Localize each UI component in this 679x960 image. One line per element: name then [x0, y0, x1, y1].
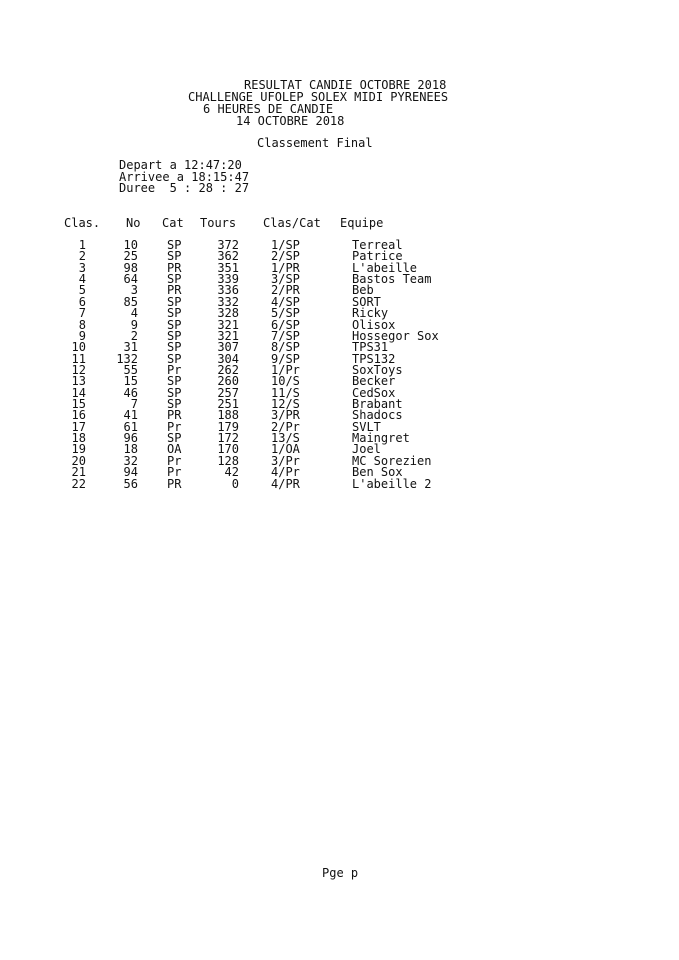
cell-clascat: 1/PR [271, 260, 300, 275]
cell-tours: 262 [217, 362, 239, 377]
cell-tours: 42 [224, 465, 239, 480]
cell-clas: 12 [71, 362, 86, 377]
table-row [0, 260, 679, 275]
cell-no: 3 [130, 283, 138, 298]
cell-equipe: Ben Sox [352, 465, 403, 480]
cell-no: 32 [123, 453, 138, 468]
cell-clascat: 11/S [271, 385, 300, 400]
cell-tours: 0 [231, 476, 239, 491]
cell-tours: 188 [217, 408, 239, 423]
cell-tours: 257 [217, 385, 239, 400]
cell-equipe: Bastos Team [352, 272, 432, 287]
cell-clas: 16 [71, 408, 86, 423]
table-row [0, 399, 679, 410]
cell-cat: Pr [167, 362, 182, 377]
cell-cat: SP [167, 431, 182, 446]
table-row [0, 328, 679, 343]
cell-no: 98 [123, 260, 138, 275]
cell-equipe: Hossegor Sox [352, 328, 439, 343]
cell-equipe: SORT [352, 294, 381, 309]
table-row [0, 251, 679, 262]
cell-clascat: 4/SP [271, 294, 300, 309]
cell-equipe: CedSox [352, 385, 396, 400]
cell-tours: 172 [217, 431, 239, 446]
cell-cat: SP [167, 306, 182, 321]
cell-clas: 21 [71, 465, 86, 480]
cell-cat: OA [167, 442, 182, 457]
cell-equipe: Terreal [352, 238, 403, 252]
table-row [0, 467, 679, 478]
cell-no: 55 [123, 362, 138, 377]
cell-tours: 304 [217, 351, 239, 366]
cell-no: 7 [130, 397, 138, 412]
cell-clascat: 1/SP [271, 238, 300, 252]
cell-equipe: Shadocs [352, 408, 403, 423]
cell-clas: 17 [71, 419, 86, 434]
cell-clas: 10 [71, 340, 86, 355]
table-row [0, 433, 679, 444]
cell-cat: SP [167, 272, 182, 287]
cell-clascat: 12/S [271, 397, 300, 412]
cell-equipe: L'abeille 2 [352, 476, 432, 491]
column-header-equipe: Equipe [340, 216, 384, 230]
cell-clascat: 3/PR [271, 408, 300, 423]
cell-clas: 3 [78, 260, 86, 275]
cell-equipe: Brabant [352, 397, 403, 412]
cell-clas: 8 [78, 317, 86, 332]
cell-clascat: 1/OA [271, 442, 300, 457]
cell-cat: SP [167, 328, 182, 343]
column-header-clascat: Clas/Cat [263, 216, 321, 230]
cell-no: 64 [123, 272, 138, 287]
cell-clas: 1 [78, 238, 86, 252]
cell-equipe: SVLT [352, 419, 381, 434]
cell-clascat: 3/SP [271, 272, 300, 287]
table-row [0, 376, 679, 387]
table-row [0, 240, 679, 251]
arrivee-time: Arrivee a 18:15:47 [119, 170, 250, 184]
cell-equipe: Joel [352, 442, 381, 457]
cell-equipe: Beb [352, 283, 374, 298]
cell-clascat: 3/Pr [271, 453, 300, 468]
cell-cat: SP [167, 385, 182, 400]
cell-clas: 15 [71, 397, 86, 412]
cell-clas: 19 [71, 442, 86, 457]
cell-tours: 251 [217, 397, 239, 412]
cell-no: 85 [123, 294, 138, 309]
cell-no: 15 [123, 374, 138, 389]
depart-time: Depart a 12:47:20 [119, 158, 242, 172]
table-row [0, 476, 679, 491]
cell-cat: Pr [167, 453, 182, 468]
cell-cat: SP [167, 351, 182, 366]
cell-no: 31 [123, 340, 138, 355]
cell-no: 2 [130, 328, 138, 343]
cell-cat: PR [167, 408, 182, 423]
cell-tours: 321 [217, 317, 239, 332]
column-header-clas: Clas. [64, 216, 101, 230]
classement-subtitle: Classement Final [257, 136, 373, 150]
cell-equipe: Maingret [352, 431, 410, 446]
cell-equipe: Becker [352, 374, 396, 389]
cell-no: 61 [123, 419, 138, 434]
cell-no: 10 [123, 238, 138, 252]
cell-tours: 336 [217, 283, 239, 298]
cell-clascat: 13/S [271, 431, 300, 446]
table-row [0, 342, 679, 353]
cell-cat: SP [167, 397, 182, 412]
cell-clas: 4 [78, 272, 86, 287]
cell-clas: 22 [71, 476, 86, 491]
cell-tours: 170 [217, 442, 239, 457]
cell-no: 18 [123, 442, 138, 457]
cell-no: 96 [123, 431, 138, 446]
cell-no: 25 [123, 249, 138, 264]
column-header-cat: Cat [162, 216, 184, 230]
cell-cat: Pr [167, 465, 182, 480]
cell-clascat: 2/SP [271, 249, 300, 264]
table-row [0, 453, 679, 468]
cell-cat: SP [167, 294, 182, 309]
cell-no: 94 [123, 465, 138, 480]
cell-cat: Pr [167, 419, 182, 434]
cell-equipe: Patrice [352, 249, 403, 264]
table-row [0, 444, 679, 455]
cell-clas: 13 [71, 374, 86, 389]
cell-no: 132 [116, 351, 138, 366]
column-header-tours: Tours [200, 216, 237, 230]
table-row [0, 274, 679, 285]
cell-equipe: TPS132 [352, 351, 396, 366]
cell-clas: 9 [78, 328, 86, 343]
cell-cat: SP [167, 238, 182, 252]
cell-clascat: 2/Pr [271, 419, 300, 434]
cell-clas: 18 [71, 431, 86, 446]
table-row [0, 308, 679, 319]
cell-clas: 20 [71, 453, 86, 468]
cell-clascat: 7/SP [271, 328, 300, 343]
cell-no: 9 [130, 317, 138, 332]
duree-time: Duree 5 : 28 : 27 [119, 181, 250, 195]
cell-clascat: 6/SP [271, 317, 300, 332]
cell-clas: 11 [71, 351, 86, 366]
table-row [0, 317, 679, 332]
cell-clascat: 2/PR [271, 283, 300, 298]
cell-clascat: 8/SP [271, 340, 300, 355]
cell-clas: 14 [71, 385, 86, 400]
cell-tours: 362 [217, 249, 239, 264]
table-row [0, 294, 679, 309]
cell-tours: 372 [217, 238, 239, 252]
cell-equipe: Olisox [352, 317, 396, 332]
page-footer: Pge p [322, 866, 359, 880]
cell-clascat: 1/Pr [271, 362, 300, 377]
cell-clas: 2 [78, 249, 86, 264]
cell-tours: 321 [217, 328, 239, 343]
cell-tours: 179 [217, 419, 239, 434]
cell-tours: 339 [217, 272, 239, 287]
cell-clascat: 5/SP [271, 306, 300, 321]
challenge-title: CHALLENGE UFOLEP SOLEX MIDI PYRENEES [188, 90, 449, 104]
cell-no: 41 [123, 408, 138, 423]
cell-equipe: Ricky [352, 306, 389, 321]
cell-tours: 332 [217, 294, 239, 309]
table-row [0, 419, 679, 434]
column-header-no: No [126, 216, 141, 230]
cell-cat: SP [167, 249, 182, 264]
cell-tours: 128 [217, 453, 239, 468]
cell-clascat: 9/SP [271, 351, 300, 366]
event-title: 6 HEURES DE CANDIE [203, 102, 334, 116]
cell-clas: 7 [78, 306, 86, 321]
cell-clascat: 4/PR [271, 476, 300, 491]
cell-clascat: 4/Pr [271, 465, 300, 480]
cell-equipe: SoxToys [352, 362, 403, 377]
cell-equipe: TPS31 [352, 340, 389, 355]
cell-cat: PR [167, 283, 182, 298]
cell-tours: 260 [217, 374, 239, 389]
cell-tours: 351 [217, 260, 239, 275]
table-row [0, 351, 679, 366]
cell-equipe: L'abeille [352, 260, 418, 275]
table-row [0, 385, 679, 400]
cell-clascat: 10/S [271, 374, 300, 389]
cell-cat: SP [167, 374, 182, 389]
cell-no: 56 [123, 476, 138, 491]
cell-clas: 5 [78, 283, 86, 298]
event-date: 14 OCTOBRE 2018 [236, 114, 345, 128]
cell-clas: 6 [78, 294, 86, 309]
table-row [0, 410, 679, 421]
report-title: RESULTAT CANDIE OCTOBRE 2018 [244, 78, 447, 92]
table-row [0, 285, 679, 296]
cell-cat: PR [167, 260, 182, 275]
table-row [0, 362, 679, 377]
cell-cat: SP [167, 317, 182, 332]
cell-cat: PR [167, 476, 182, 491]
cell-cat: SP [167, 340, 182, 355]
cell-no: 4 [130, 306, 138, 321]
cell-no: 46 [123, 385, 138, 400]
cell-tours: 307 [217, 340, 239, 355]
cell-tours: 328 [217, 306, 239, 321]
cell-equipe: MC Sorezien [352, 453, 432, 468]
